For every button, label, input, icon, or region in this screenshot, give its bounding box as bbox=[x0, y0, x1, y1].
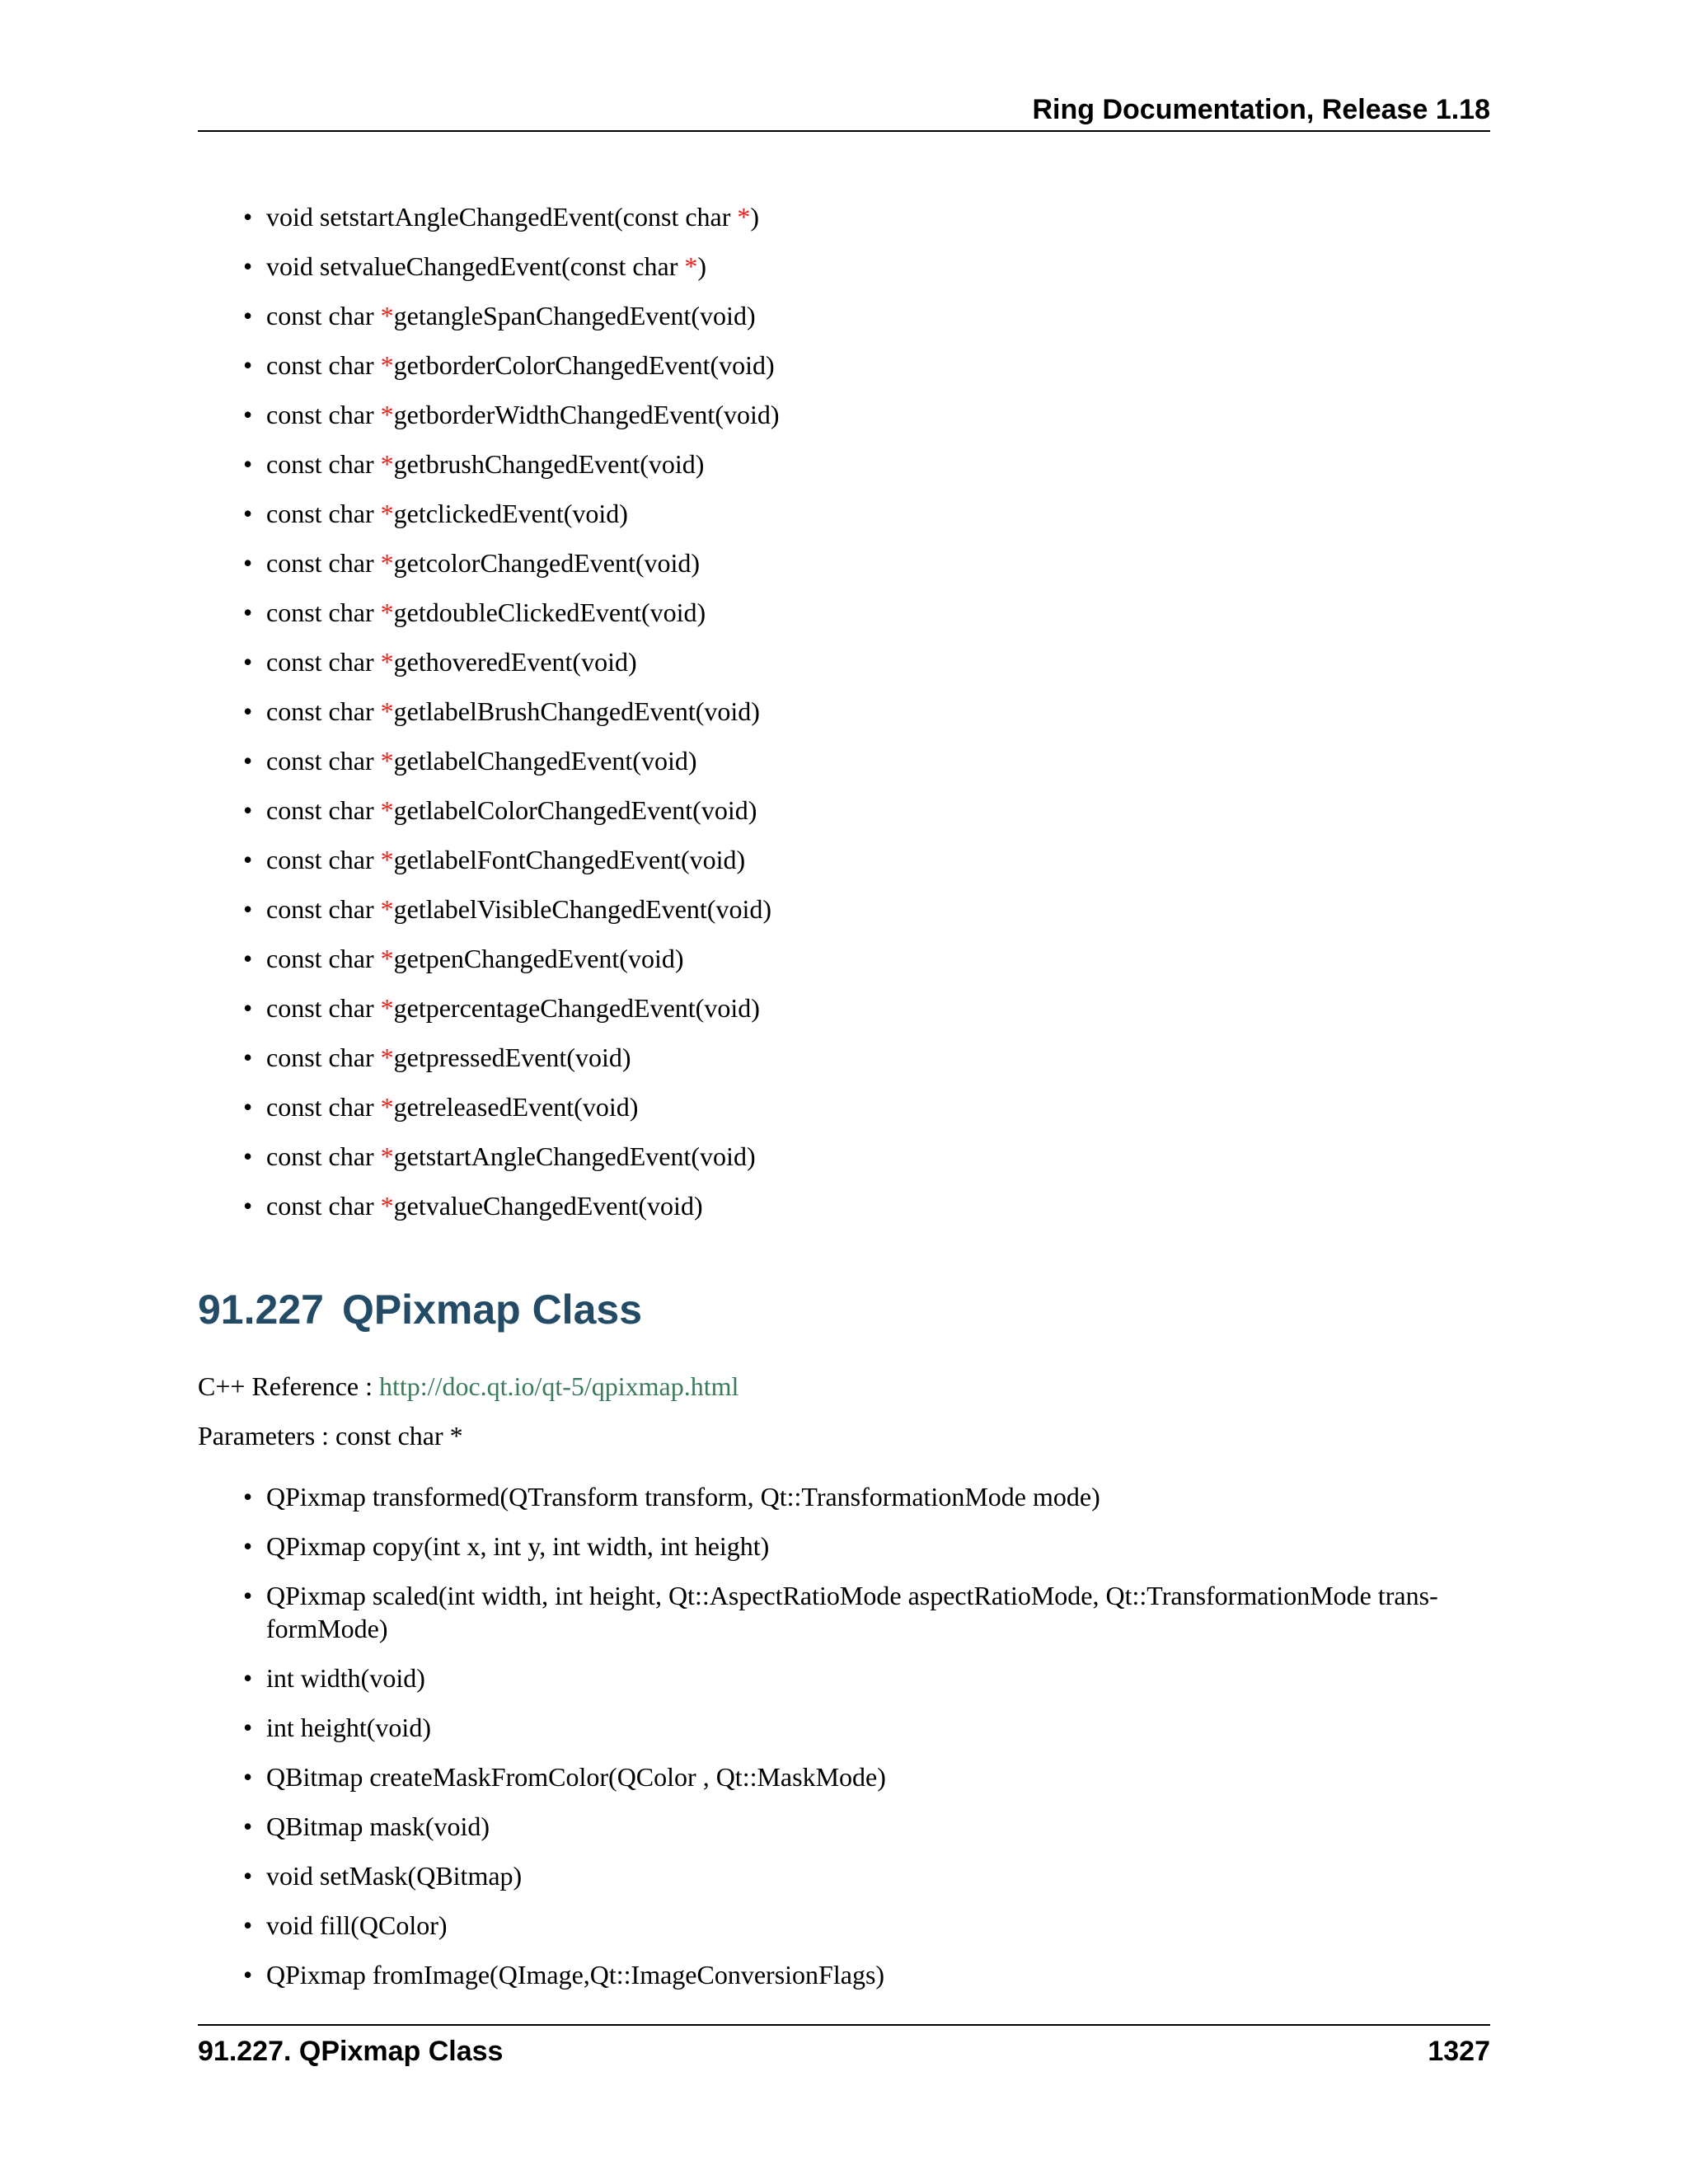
item-text: int width(void) bbox=[266, 1663, 425, 1693]
item-text: QPixmap fromImage(QImage,Qt::ImageConversionFlags) bbox=[266, 1960, 885, 1990]
pointer-star: * bbox=[380, 696, 394, 726]
bullet-icon: • bbox=[243, 1663, 253, 1693]
pointer-star: * bbox=[380, 499, 394, 528]
list-item bbox=[198, 744, 780, 777]
pointer-star: * bbox=[380, 1191, 394, 1221]
bullet-icon: • bbox=[243, 1713, 253, 1742]
item-prefix: const char bbox=[266, 400, 381, 429]
list-item bbox=[198, 1579, 1490, 1645]
list-item bbox=[198, 448, 780, 480]
pointer-star: * bbox=[380, 1092, 394, 1122]
item-prefix: const char bbox=[266, 795, 381, 825]
list-item bbox=[198, 398, 780, 431]
bullet-icon: • bbox=[243, 845, 253, 874]
bullet-icon: • bbox=[243, 1482, 253, 1511]
pointer-star: * bbox=[380, 647, 394, 677]
pointer-star: * bbox=[380, 449, 394, 479]
list-item bbox=[198, 1140, 780, 1173]
pointer-star: * bbox=[380, 944, 394, 973]
list-item bbox=[198, 991, 780, 1024]
item-prefix: const char bbox=[266, 499, 381, 528]
list-item bbox=[198, 1859, 1490, 1892]
bullet-icon: • bbox=[243, 894, 253, 924]
item-prefix: const char bbox=[266, 1043, 381, 1072]
pointer-star: * bbox=[380, 795, 394, 825]
list-item bbox=[198, 843, 780, 876]
document-page bbox=[198, 0, 1490, 2184]
bullet-icon: • bbox=[243, 993, 253, 1023]
item-suffix: getbrushChangedEvent(void) bbox=[393, 449, 705, 479]
pointer-star: * bbox=[380, 400, 394, 429]
item-suffix: getlabelColorChangedEvent(void) bbox=[393, 795, 757, 825]
footer-divider bbox=[198, 2024, 1490, 2026]
bullet-icon: • bbox=[243, 944, 253, 973]
list-item bbox=[198, 1041, 780, 1074]
item-suffix: getreleasedEvent(void) bbox=[393, 1092, 639, 1122]
item-prefix: const char bbox=[266, 598, 381, 627]
pointer-star: * bbox=[737, 202, 751, 232]
item-prefix: const char bbox=[266, 894, 381, 924]
item-prefix: const char bbox=[266, 1141, 381, 1171]
item-suffix: getangleSpanChangedEvent(void) bbox=[393, 301, 756, 330]
page-header: Ring Documentation, Release 1.18 bbox=[1032, 94, 1490, 125]
bullet-icon: • bbox=[243, 795, 253, 825]
list-item bbox=[198, 942, 780, 975]
list-item bbox=[198, 349, 780, 382]
list-item bbox=[198, 1661, 1490, 1694]
pointer-star: * bbox=[380, 598, 394, 627]
list-item bbox=[198, 1189, 780, 1222]
list-item bbox=[198, 250, 780, 283]
pointer-star: * bbox=[380, 993, 394, 1023]
list-item bbox=[198, 794, 780, 827]
item-suffix: getpercentageChangedEvent(void) bbox=[393, 993, 760, 1023]
list-item bbox=[198, 1090, 780, 1123]
list-item bbox=[198, 1530, 1490, 1563]
bullet-icon: • bbox=[243, 1861, 253, 1891]
bullet-icon: • bbox=[243, 251, 253, 281]
bullet-icon: • bbox=[243, 1811, 253, 1841]
item-prefix: const char bbox=[266, 696, 381, 726]
list-item bbox=[198, 1810, 1490, 1843]
item-suffix: getpressedEvent(void) bbox=[393, 1043, 631, 1072]
bullet-icon: • bbox=[243, 548, 253, 578]
item-suffix: getstartAngleChangedEvent(void) bbox=[393, 1141, 756, 1171]
pointer-star: * bbox=[380, 894, 394, 924]
bullet-icon: • bbox=[243, 1910, 253, 1940]
parameters-line: Parameters : const char * bbox=[198, 1421, 463, 1451]
list-item bbox=[198, 1711, 1490, 1744]
item-suffix: getvalueChangedEvent(void) bbox=[393, 1191, 703, 1221]
bullet-icon: • bbox=[243, 1762, 253, 1792]
item-prefix: const char bbox=[266, 350, 381, 380]
reference-label: C++ Reference : bbox=[198, 1371, 379, 1401]
pointer-star: * bbox=[380, 746, 394, 776]
item-suffix: gethoveredEvent(void) bbox=[393, 647, 637, 677]
item-prefix: const char bbox=[266, 1191, 381, 1221]
bullet-icon: • bbox=[243, 400, 253, 429]
item-text: QBitmap mask(void) bbox=[266, 1811, 490, 1841]
pointer-star: * bbox=[380, 1141, 394, 1171]
item-text: QPixmap transformed(QTransform transform, Qt::TransformationMode mode) bbox=[266, 1482, 1100, 1511]
section-heading bbox=[198, 1281, 642, 1338]
item-suffix: getlabelBrushChangedEvent(void) bbox=[393, 696, 760, 726]
item-prefix: const char bbox=[266, 301, 381, 330]
bullet-icon: • bbox=[243, 1581, 253, 1610]
bullet-icon: • bbox=[243, 1191, 253, 1221]
item-suffix: getcolorChangedEvent(void) bbox=[393, 548, 701, 578]
footer-section-label: 91.227. QPixmap Class bbox=[198, 2036, 504, 2067]
item-suffix: getlabelFontChangedEvent(void) bbox=[393, 845, 746, 874]
bullet-icon: • bbox=[243, 696, 253, 726]
event-method-list bbox=[198, 200, 780, 1239]
list-item bbox=[198, 1480, 1490, 1513]
bullet-icon: • bbox=[243, 1960, 253, 1990]
header-divider bbox=[198, 130, 1490, 132]
pointer-star: * bbox=[684, 251, 698, 281]
pointer-star: * bbox=[380, 1043, 394, 1072]
bullet-icon: • bbox=[243, 301, 253, 330]
item-prefix: const char bbox=[266, 1092, 381, 1122]
item-suffix: getborderColorChangedEvent(void) bbox=[393, 350, 775, 380]
item-suffix: ) bbox=[750, 202, 760, 232]
bullet-icon: • bbox=[243, 1043, 253, 1072]
pointer-star: * bbox=[380, 845, 394, 874]
bullet-icon: • bbox=[243, 598, 253, 627]
item-prefix: const char bbox=[266, 548, 381, 578]
item-suffix: getlabelChangedEvent(void) bbox=[393, 746, 697, 776]
bullet-icon: • bbox=[243, 449, 253, 479]
item-prefix: const char bbox=[266, 944, 381, 973]
qpixmap-method-list bbox=[198, 1480, 1490, 2008]
section-number: 91.227 bbox=[198, 1286, 324, 1333]
bullet-icon: • bbox=[243, 746, 253, 776]
item-text: void setMask(QBitmap) bbox=[266, 1861, 523, 1891]
item-prefix: const char bbox=[266, 845, 381, 874]
item-suffix: getborderWidthChangedEvent(void) bbox=[393, 400, 780, 429]
item-text: void fill(QColor) bbox=[266, 1910, 448, 1940]
list-item bbox=[198, 497, 780, 530]
list-item bbox=[198, 695, 780, 728]
item-suffix: ) bbox=[697, 251, 707, 281]
list-item bbox=[198, 645, 780, 678]
list-item bbox=[198, 299, 780, 332]
item-suffix: getlabelVisibleChangedEvent(void) bbox=[393, 894, 771, 924]
item-prefix: const char bbox=[266, 993, 381, 1023]
list-item bbox=[198, 596, 780, 629]
item-text: QPixmap scaled(int width, int height, Qt::AspectRatioMode aspectRatioMode, Qt::TransformationMode trans-formMode) bbox=[266, 1581, 1438, 1643]
list-item bbox=[198, 546, 780, 579]
bullet-icon: • bbox=[243, 1531, 253, 1561]
item-text: QBitmap createMaskFromColor(QColor , Qt::MaskMode) bbox=[266, 1762, 886, 1792]
bullet-icon: • bbox=[243, 1092, 253, 1122]
bullet-icon: • bbox=[243, 499, 253, 528]
cpp-reference-line bbox=[198, 1370, 738, 1403]
pointer-star: * bbox=[380, 301, 394, 330]
section-title-text: QPixmap Class bbox=[341, 1286, 642, 1333]
item-prefix: const char bbox=[266, 647, 381, 677]
bullet-icon: • bbox=[243, 202, 253, 232]
list-item bbox=[198, 893, 780, 926]
item-prefix: void setstartAngleChangedEvent(const char bbox=[266, 202, 738, 232]
reference-link[interactable]: http://doc.qt.io/qt-5/qpixmap.html bbox=[379, 1371, 739, 1401]
item-suffix: getpenChangedEvent(void) bbox=[393, 944, 684, 973]
item-prefix: const char bbox=[266, 449, 381, 479]
bullet-icon: • bbox=[243, 350, 253, 380]
item-prefix: const char bbox=[266, 746, 381, 776]
list-item bbox=[198, 1958, 1490, 1991]
list-item bbox=[198, 200, 780, 233]
pointer-star: * bbox=[380, 350, 394, 380]
item-text: QPixmap copy(int x, int y, int width, int height) bbox=[266, 1531, 770, 1561]
item-suffix: getdoubleClickedEvent(void) bbox=[393, 598, 706, 627]
item-text: int height(void) bbox=[266, 1713, 431, 1742]
item-suffix: getclickedEvent(void) bbox=[393, 499, 628, 528]
list-item bbox=[198, 1760, 1490, 1793]
pointer-star: * bbox=[380, 548, 394, 578]
bullet-icon: • bbox=[243, 647, 253, 677]
item-prefix: void setvalueChangedEvent(const char bbox=[266, 251, 685, 281]
page-number: 1327 bbox=[1428, 2036, 1490, 2067]
list-item bbox=[198, 1909, 1490, 1942]
bullet-icon: • bbox=[243, 1141, 253, 1171]
